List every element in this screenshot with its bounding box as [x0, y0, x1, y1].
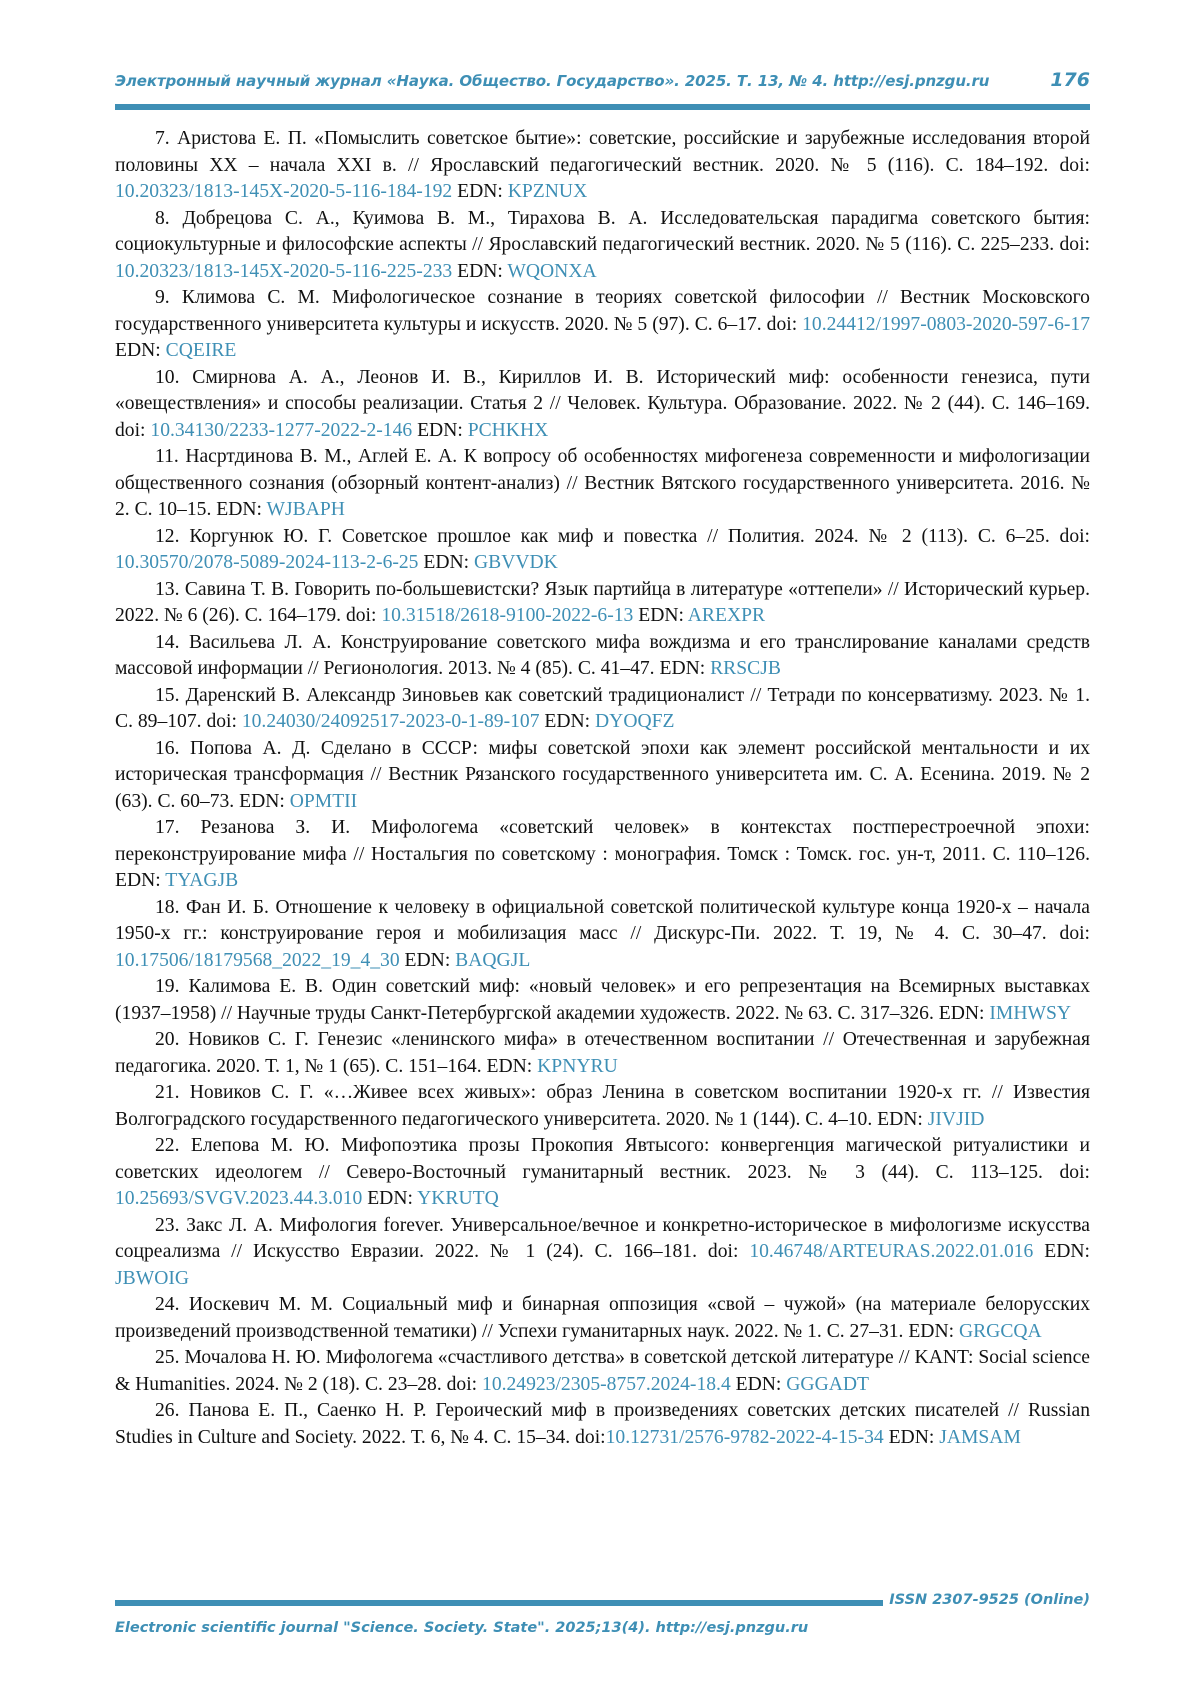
reference-item — [115, 126, 1090, 206]
edn-label: EDN: — [412, 419, 468, 441]
reference-item — [115, 577, 1090, 630]
edn-label: EDN: — [452, 181, 508, 202]
page-header — [115, 69, 1090, 98]
doi-link[interactable]: 10.25693/SVGV.2023.44.3.010 — [115, 1188, 363, 1209]
edn-label: EDN: — [883, 1426, 940, 1448]
reference-number: 22. — [155, 1135, 180, 1156]
reference-item — [115, 1398, 1090, 1451]
edn-link[interactable]: BAQGJL — [455, 949, 531, 971]
edn-label: EDN: — [399, 949, 456, 971]
reference-item — [115, 365, 1090, 445]
edn-link[interactable]: IMHWSY — [989, 1002, 1072, 1024]
reference-text: Коргунюк Ю. Г. Советское прошлое как миф и повестка // Полития. 2024. № 2 (113). С. 6–25. doi: — [189, 525, 1090, 547]
doi-link[interactable]: 10.46748/ARTEURAS.2022.01.016 — [749, 1241, 1034, 1262]
doi-link[interactable]: 10.20323/1813-145X-2020-5-116-225-233 — [115, 260, 453, 282]
edn-label: EDN: — [872, 1108, 928, 1130]
doi-link[interactable]: 10.17506/18179568_2022_19_4_30 — [115, 949, 400, 971]
edn-label: EDN: — [234, 790, 290, 812]
edn-label: EDN: — [539, 711, 596, 732]
edn-label: EDN: — [115, 340, 166, 361]
reference-number: 17. — [155, 817, 180, 838]
doi-link[interactable]: 10.20323/1813-145X-2020-5-116-184-192 — [115, 181, 453, 202]
reference-item — [115, 895, 1090, 975]
reference-number: 24. — [155, 1294, 180, 1315]
doi-link[interactable]: 10.12731/2576-9782-2022-4-15-34 — [605, 1426, 884, 1448]
edn-label: EDN: — [633, 605, 688, 626]
edn-label: EDN: — [730, 1373, 787, 1395]
reference-item — [115, 630, 1090, 683]
header-divider — [115, 104, 1090, 110]
reference-item — [115, 444, 1090, 524]
footer-issn: ISSN 2307-9525 (Online) — [889, 1592, 1090, 1608]
reference-item — [115, 524, 1090, 577]
doi-link[interactable]: 10.34130/2233-1277-2022-2-146 — [150, 419, 413, 441]
edn-link[interactable]: WQONXA — [507, 260, 597, 282]
reference-text: Насртдинова В. М., Аглей Е. А. К вопросу об особенностях мифогенеза современности и мифологизации общественного сознания (обзорный контент-анализ) // Вестник Вятского государственного университета. 2016. № 2. С. 10–15. — [115, 446, 1090, 520]
reference-number: 20. — [155, 1029, 180, 1050]
reference-item — [115, 1133, 1090, 1213]
reference-number: 11. — [155, 446, 179, 467]
reference-item — [115, 1345, 1090, 1398]
reference-item — [115, 815, 1090, 895]
reference-text: Попова А. Д. Сделано в СССР: мифы советской эпохи как элемент российской ментальности и их историческая трансформация // Вестник Рязанского государственного университета им. С. А. Есенина. 2019. № 2 (63). С. 60–73. — [115, 737, 1090, 812]
page-number: 176 — [1050, 69, 1090, 91]
edn-link[interactable]: JBWOIG — [115, 1267, 190, 1289]
reference-number: 16. — [155, 737, 180, 759]
doi-link[interactable]: 10.30570/2078-5089-2024-113-2-6-25 — [115, 552, 419, 573]
reference-number: 26. — [155, 1400, 180, 1421]
edn-label: EDN: — [654, 658, 711, 679]
edn-link[interactable]: JIVJID — [927, 1108, 985, 1130]
doi-link[interactable]: 10.31518/2618-9100-2022-6-13 — [381, 605, 634, 626]
edn-link[interactable]: DYOQFZ — [595, 711, 675, 732]
reference-text: Панова Е. П., Саенко Н. Р. Героический миф в произведениях советских детских писателей // Russian Studies in Culture and Society. 2022. Т. 6, № 4. С. 15–34. doi: — [115, 1400, 1090, 1448]
reference-text: Фан И. Б. Отношение к человеку в официальной советской политической культуре конца 1920-х – начала 1950-х гг.: конструирование героя и мобилизация масс // Дискурс-Пи. 2022. Т. 19, № 4. С. 30–47. doi: — [115, 896, 1090, 944]
edn-link[interactable]: JAMSAM — [939, 1426, 1021, 1448]
edn-link[interactable]: CQEIRE — [165, 340, 237, 361]
edn-link[interactable]: PCHKHX — [467, 419, 549, 441]
reference-text: Добрецова С. А., Куимова В. М., Тирахова В. А. Исследовательская парадигма советского бытия: социокультурные и философские аспекты // Ярославский педагогический вестник. 2020. № 5 (116). С. 225–233. doi: — [115, 207, 1090, 255]
edn-link[interactable]: WJBAPH — [266, 499, 345, 520]
header-journal-line: Электронный научный журнал «Наука. Общество. Государство». 2025. Т. 13, № 4. http://esj.pnzgu.ru — [115, 72, 990, 90]
edn-label: EDN: — [1033, 1241, 1090, 1262]
reference-text: Закс Л. А. Мифология forever. Универсальное/вечное и конкретно-историческое в мифологизме искусства соцреализма // Искусство Евразии. 2022. № 1 (24). С. 166–181. doi: — [115, 1214, 1090, 1262]
reference-text: Климова С. М. Мифологическое сознание в теориях советской философии // Вестник Московского государственного университета культуры и искусств. 2020. № 5 (97). С. 6–17. doi: — [115, 287, 1090, 335]
edn-label: EDN: — [481, 1055, 538, 1077]
edn-label: EDN: — [115, 870, 166, 891]
reference-text: Новиков С. Г. «…Живее всех живых»: образ Ленина в советском воспитании 1920-х гг. // Известия Волгоградского государственного педагогического университета. 2020. № 1 (144). С. 4–10. — [115, 1082, 1090, 1130]
edn-link[interactable]: TYAGJB — [165, 870, 239, 891]
reference-item — [115, 974, 1090, 1027]
reference-number: 13. — [155, 578, 180, 600]
reference-text: Смирнова А. А., Леонов И. В., Кириллов И. В. Исторический миф: особенности генезиса, пути «овеществления» и способы реализации. Статья 2 // Человек. Культура. Образование. 2022. № 2 (44). С. 146–169. doi: — [115, 366, 1090, 441]
reference-text: Елепова М. Ю. Мифопоэтика прозы Прокопия Явтысого: конвергенция магической ритуалистики и советских идеологем // Северо-Восточный гуманитарный вестник. 2023. № 3 (44). С. 113–125. doi: — [115, 1135, 1090, 1183]
reference-number: 18. — [155, 896, 180, 918]
edn-link[interactable]: RRSCJB — [710, 658, 781, 679]
reference-text: Новиков С. Г. Генезис «ленинского мифа» в отечественном воспитании // Отечественная и зарубежная педагогика. 2020. Т. 1, № 1 (65). С. 151–164. — [115, 1029, 1090, 1077]
reference-number: 15. — [155, 684, 180, 706]
reference-number: 10. — [155, 366, 180, 388]
edn-link[interactable]: KPNYRU — [537, 1055, 618, 1077]
reference-text: Савина Т. В. Говорить по-большевистски? Язык партийца в литературе «оттепели» // Исторический курьер. 2022. № 6 (26). С. 164–179. doi: — [115, 578, 1090, 626]
doi-link[interactable]: 10.24923/2305-8757.2024-18.4 — [482, 1373, 731, 1395]
edn-label: EDN: — [362, 1188, 418, 1209]
edn-label: EDN: — [211, 499, 267, 520]
reference-text: Мочалова Н. Ю. Мифологема «счастливого детства» в советской детской литературе // KANT: Social science & Humanities. 2024. № 2 (18). С. 23–28. doi: — [115, 1347, 1090, 1395]
reference-number: 7. — [155, 128, 170, 149]
footer-divider — [115, 1600, 883, 1606]
reference-item — [115, 1213, 1090, 1293]
edn-label: EDN: — [452, 260, 508, 282]
reference-number: 25. — [155, 1347, 180, 1368]
reference-text: Иоскевич М. М. Социальный миф и бинарная оппозиция «свой – чужой» (на материале белорусских произведений производственной тематики) // Успехи гуманитарных наук. 2022. № 1. С. 27–31. — [115, 1294, 1090, 1342]
reference-item — [115, 736, 1090, 816]
doi-link[interactable]: 10.24030/24092517-2023-0-1-89-107 — [241, 711, 540, 732]
reference-item — [115, 1027, 1090, 1080]
reference-number: 8. — [155, 207, 170, 229]
reference-list — [115, 126, 1090, 1451]
doi-link[interactable]: 10.24412/1997-0803-2020-597-6-17 — [802, 313, 1090, 335]
reference-item — [115, 285, 1090, 365]
edn-link[interactable]: AREXPR — [687, 605, 766, 626]
reference-number: 23. — [155, 1214, 180, 1236]
reference-number: 14. — [155, 631, 180, 653]
edn-link[interactable]: KPZNUX — [507, 181, 588, 202]
reference-number: 12. — [155, 525, 180, 547]
reference-item — [115, 1080, 1090, 1133]
reference-text: Аристова Е. П. «Помыслить советское бытие»: советские, российские и зарубежные исследования второй половины XX – начала XXI в. // Ярославский педагогический вестник. 2020. № 5 (116). С. 184–192. doi: — [115, 128, 1090, 176]
reference-text: Калимова Е. В. Один советский миф: «новый человек» и его репрезентация на Всемирных выставках (1937–1958) // Научные труды Санкт-Петербургской академии художеств. 2022. № 63. С. 317–326. — [115, 976, 1090, 1024]
edn-label: EDN: — [418, 552, 474, 573]
edn-link[interactable]: GRGCQA — [958, 1320, 1042, 1342]
footer-journal-line: Electronic scientific journal "Science. Society. State". 2025;13(4). http://esj.pnzgu.ru — [115, 1620, 809, 1636]
edn-link[interactable]: GBVVDK — [474, 552, 558, 573]
reference-item — [115, 1292, 1090, 1345]
edn-label: EDN: — [933, 1002, 990, 1024]
reference-text: Даренский В. Александр Зиновьев как советский традиционалист // Тетради по консерватизму. 2023. № 1. С. 89–107. doi: — [115, 684, 1090, 732]
reference-number: 19. — [155, 976, 180, 997]
reference-item — [115, 683, 1090, 736]
edn-link[interactable]: GGGADT — [786, 1373, 869, 1395]
edn-link[interactable]: OPMTII — [289, 790, 358, 812]
reference-text: Резанова З. И. Мифологема «советский человек» в контекстах постперестроечной эпохи: переконструирование мифа // Ностальгия по советскому : монография. Томск : Томск. гос. ун-т, 2011. С. 110–126. — [115, 817, 1090, 865]
edn-link[interactable]: YKRUTQ — [417, 1188, 499, 1209]
reference-number: 9. — [155, 287, 170, 308]
reference-text: Васильева Л. А. Конструирование советского мифа вождизма и его транслирование каналами средств массовой информации // Регионология. 2013. № 4 (85). С. 41–47. — [115, 631, 1090, 679]
edn-label: EDN: — [903, 1320, 959, 1342]
reference-number: 21. — [155, 1082, 180, 1103]
reference-item — [115, 206, 1090, 286]
